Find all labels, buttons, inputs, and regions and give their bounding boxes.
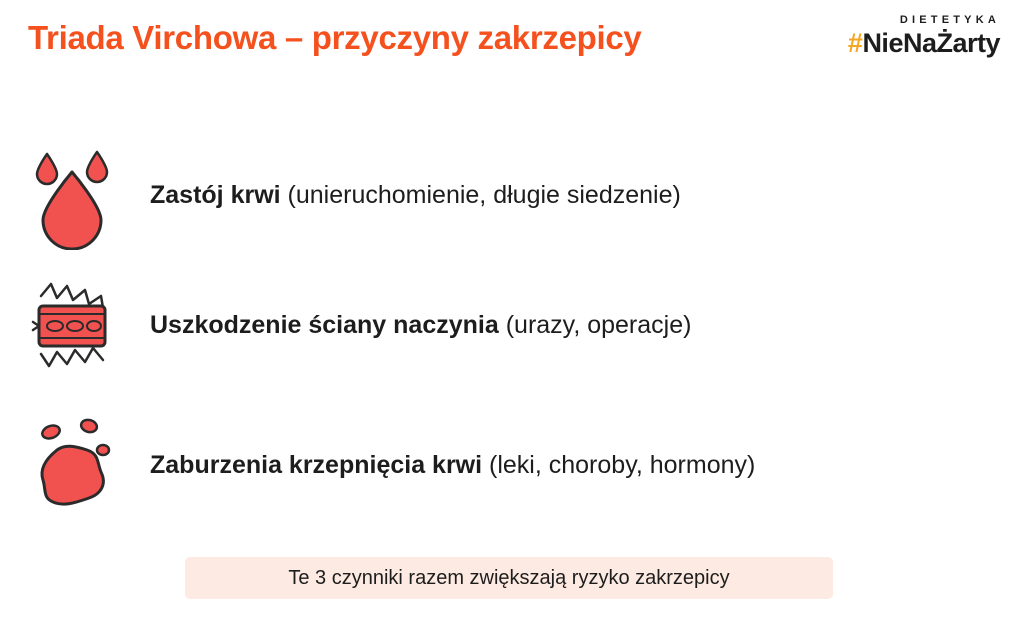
icon-cell (0, 140, 150, 250)
list-item-text (150, 449, 755, 481)
brand-logo (800, 14, 1000, 58)
summary-note (185, 557, 833, 599)
list-item-text (150, 179, 681, 211)
list-item-lead: Zastój krwi (150, 181, 281, 209)
page-title: Triada Virchowa – przyczyny zakrzepicy (28, 19, 642, 56)
brand-name (800, 28, 1000, 58)
brand-hash-symbol: # (847, 28, 863, 58)
list-item (0, 270, 1024, 380)
brand-kicker: DIETETYKA (899, 14, 1000, 26)
list-item-tail: (urazy, operacje) (498, 311, 692, 339)
icon-cell (0, 410, 150, 520)
damaged-vessel-icon (15, 270, 135, 380)
list-item (0, 140, 1024, 250)
blood-drops-icon (15, 140, 135, 250)
brand-name-text: NieNaŻarty (862, 28, 1000, 58)
list-item-lead: Uszkodzenie ściany naczynia (150, 311, 499, 339)
list-item-lead: Zaburzenia krzepnięcia krwi (150, 451, 483, 479)
summary-note-text: Te 3 czynniki razem zwiększają ryzyko zakrzepicy (288, 566, 730, 589)
list-item-tail: (unieruchomienie, długie siedzenie) (280, 181, 681, 209)
header (0, 0, 1024, 120)
list-item-text (150, 309, 691, 341)
list-item-tail: (leki, choroby, hormony) (482, 451, 756, 479)
icon-cell (0, 270, 150, 380)
list-item (0, 410, 1024, 520)
blood-clot-icon (15, 410, 135, 520)
